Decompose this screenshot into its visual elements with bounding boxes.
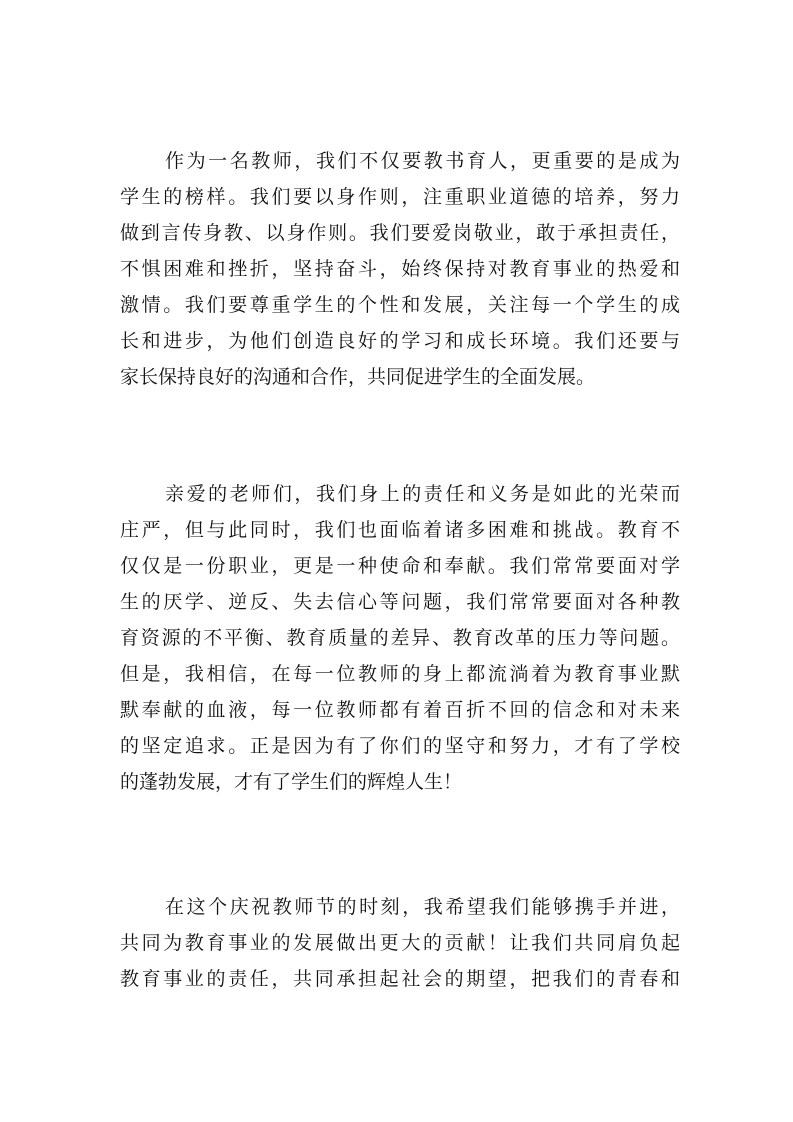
text-line: 做到言传身教、以身作则。我们要爱岗敬业，敢于承担责任， bbox=[120, 222, 680, 244]
text-line: 育资源的不平衡、教育质量的差异、教育改革的压力等问题。 bbox=[120, 627, 680, 649]
text-line: 学生的榜样。我们要以身作则，注重职业道德的培养，努力 bbox=[120, 186, 680, 208]
text-line: 家长保持良好的沟通和合作，共同促进学生的全面发展。 bbox=[120, 366, 596, 388]
text-line: 生的厌学、逆反、失去信心等问题，我们常常要面对各种教 bbox=[120, 591, 680, 613]
text-line: 激情。我们要尊重学生的个性和发展，关注每一个学生的成 bbox=[120, 294, 680, 316]
text-line: 但是，我相信，在每一位教师的身上都流淌着为教育事业默 bbox=[120, 663, 680, 685]
paragraph-teacher-role bbox=[120, 143, 680, 395]
text-line: 教育事业的责任，共同承担起社会的期望，把我们的青春和 bbox=[120, 968, 680, 990]
text-line: 不惧困难和挫折，坚持奋斗，始终保持对教育事业的热爱和 bbox=[120, 258, 680, 280]
text-line: 长和进步，为他们创造良好的学习和成长环境。我们还要与 bbox=[120, 330, 680, 352]
text-line: 共同为教育事业的发展做出更大的贡献！让我们共同肩负起 bbox=[120, 932, 680, 954]
paragraph-teachers-day bbox=[120, 889, 680, 997]
text-line: 默奉献的血液，每一位教师都有着百折不回的信念和对未来 bbox=[120, 699, 680, 721]
text-line: 作为一名教师，我们不仅要教书育人，更重要的是成为 bbox=[165, 150, 680, 172]
text-line: 在这个庆祝教师节的时刻，我希望我们能够携手并进， bbox=[165, 896, 680, 918]
text-line: 亲爱的老师们，我们身上的责任和义务是如此的光荣而 bbox=[165, 483, 680, 505]
paragraph-responsibility bbox=[120, 476, 680, 800]
text-line: 的坚定追求。正是因为有了你们的坚守和努力，才有了学校 bbox=[120, 735, 680, 757]
text-line: 的蓬勃发展，才有了学生们的辉煌人生！ bbox=[120, 771, 463, 793]
text-line: 庄严，但与此同时，我们也面临着诸多困难和挑战。教育不 bbox=[120, 519, 680, 541]
text-line: 仅仅是一份职业，更是一种使命和奉献。我们常常要面对学 bbox=[120, 555, 680, 577]
